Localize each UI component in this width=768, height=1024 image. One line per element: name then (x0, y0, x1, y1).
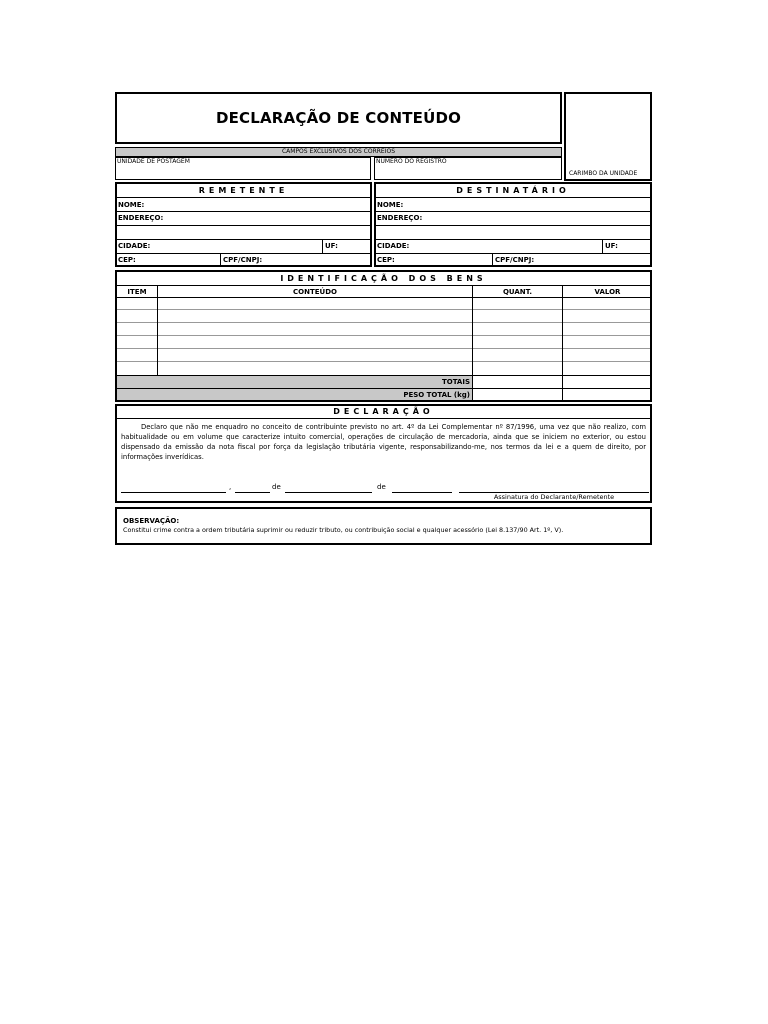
recipient-city-label: CIDADE: (377, 242, 410, 250)
registration-label: NÚMERO DO REGISTRO (376, 158, 447, 165)
form-title-box (115, 92, 562, 144)
goods-box (115, 270, 652, 402)
day-line[interactable] (235, 492, 270, 493)
col-value: VALOR (594, 288, 621, 296)
table-row[interactable] (117, 335, 650, 336)
recipient-cep-label: CEP: (377, 256, 395, 264)
sender-uf-label: UF: (325, 242, 338, 250)
declaration-text: Declaro que não me enquadro no conceito de contribuinte previsto no art. 4º da Lei Complementar nº 87/1996, uma vez que não realizo, com habitualidade ou em volume que caracterize intuito comercial, operações de circulação de mercadoria, ainda que se iniciem no exterior, ou estou dispensado da emissão da nota fiscal por força da legislação tributária vigente, responsabilizando-me, nos termos da lei e a quem de direito, por informações inverídicas. (121, 423, 646, 461)
sender-cpf-label: CPF/CNPJ: (223, 256, 263, 264)
recipient-box (374, 182, 652, 267)
table-row[interactable] (117, 309, 650, 310)
comma-text: , (229, 483, 232, 491)
weight-label: PESO TOTAL (kg) (403, 391, 470, 399)
goods-rows (117, 297, 650, 375)
form-title: DECLARAÇÃO DE CONTEÚDO (215, 109, 462, 127)
col-content: CONTEÚDO (293, 288, 337, 296)
recipient-name-label: NOME: (377, 201, 404, 209)
sender-title: REMETENTE (198, 186, 289, 195)
place-line[interactable] (121, 492, 226, 493)
table-row[interactable] (117, 322, 650, 323)
sender-box (115, 182, 372, 267)
signature-label: Assinatura do Declarante/Remetente (493, 493, 615, 501)
table-row[interactable] (117, 348, 650, 349)
col-item: ITEM (127, 288, 147, 296)
stamp-label: CARIMBO DA UNIDADE (569, 170, 638, 177)
observation-text: Constitui crime contra a ordem tributária suprimir ou reduzir tributo, ou contribuição social e qualquer acessório (Lei 8.137/90 Art. 1º, V). (123, 526, 564, 534)
goods-title: IDENTIFICAÇÃO DOS BENS (280, 274, 487, 283)
declaration-title: DECLARAÇÃO (333, 407, 434, 416)
de-text-2: de (377, 483, 386, 491)
registration-field[interactable] (374, 157, 562, 180)
sender-name-label: NOME: (118, 201, 145, 209)
sender-address-label: ENDEREÇO: (118, 214, 164, 222)
recipient-address-label: ENDEREÇO: (377, 214, 423, 222)
year-line[interactable] (392, 492, 452, 493)
observation-box (115, 507, 652, 545)
sender-city-label: CIDADE: (118, 242, 151, 250)
stamp-box (564, 92, 652, 181)
post-section-title: CAMPOS EXCLUSIVOS DOS CORREIOS (281, 148, 396, 155)
recipient-uf-label: UF: (605, 242, 618, 250)
recipient-title: DESTINATÁRIO (456, 186, 570, 195)
post-unit-label: UNIDADE DE POSTAGEM (117, 158, 190, 165)
declaration-box (115, 404, 652, 503)
month-line[interactable] (285, 492, 372, 493)
totals-label: TOTAIS (441, 378, 470, 386)
post-unit-field[interactable] (115, 157, 371, 180)
table-row[interactable] (117, 361, 650, 362)
post-section-header (115, 147, 562, 157)
totals-row (117, 375, 472, 388)
sender-cep-label: CEP: (118, 256, 136, 264)
de-text-1: de (272, 483, 281, 491)
recipient-cpf-label: CPF/CNPJ: (495, 256, 535, 264)
weight-row (117, 388, 472, 400)
observation-title: OBSERVAÇÃO: (123, 517, 180, 525)
col-quantity: QUANT. (502, 288, 533, 296)
